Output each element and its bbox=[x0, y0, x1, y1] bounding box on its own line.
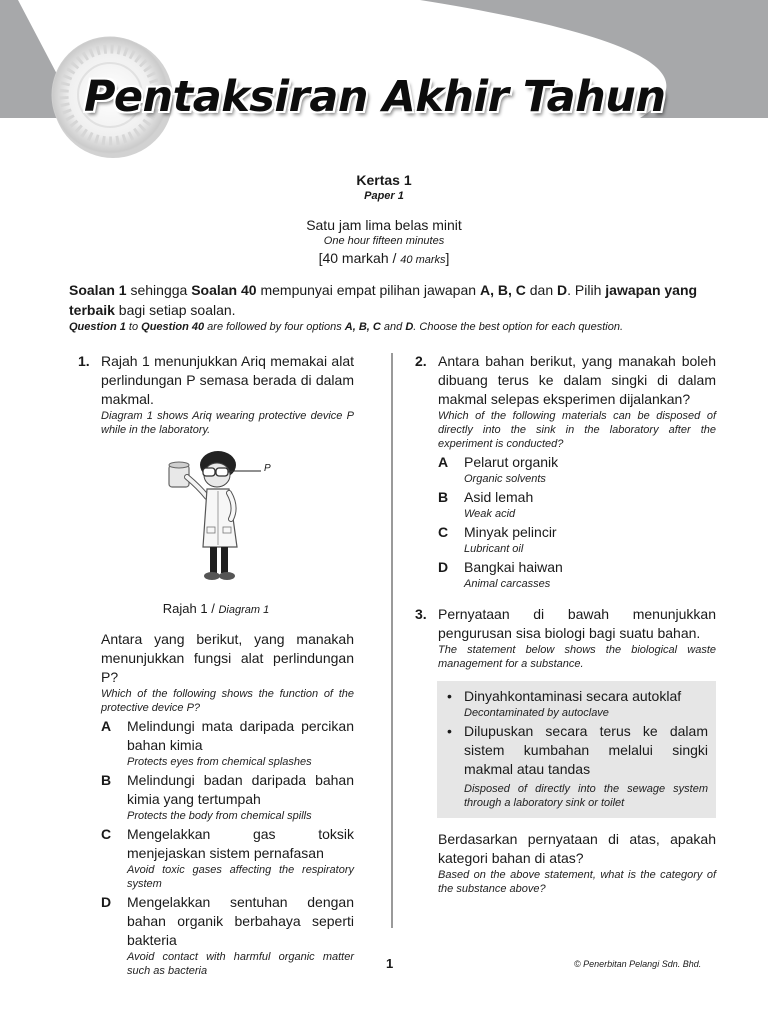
instr-text: mempunyai empat pilihan jawapan bbox=[256, 282, 480, 298]
marks-close: ] bbox=[445, 250, 450, 266]
instr-text: Soalan 40 bbox=[191, 282, 257, 298]
question-stem-en: Diagram 1 shows Ariq wearing protective device P while in the laboratory. bbox=[101, 410, 354, 436]
instr-text: jawapan yang terbaik bbox=[69, 282, 698, 318]
question-prompt-en: Based on the above statement, what is the category of the substance above? bbox=[438, 869, 716, 895]
left-column bbox=[78, 352, 354, 978]
question-prompt-en: Which of the following shows the function of the protective device P? bbox=[101, 688, 354, 714]
instructions bbox=[69, 280, 719, 334]
option-a[interactable] bbox=[438, 453, 716, 486]
column-divider bbox=[391, 353, 393, 928]
option-c[interactable] bbox=[101, 825, 354, 891]
option-text-ms: Minyak pelincir bbox=[464, 524, 557, 540]
instr-text: sehingga bbox=[126, 282, 192, 298]
diagram-1 bbox=[101, 447, 354, 597]
instr-text: B bbox=[358, 321, 367, 333]
scientist-with-goggles-illustration bbox=[161, 447, 321, 597]
option-text-en: Animal carcasses bbox=[464, 578, 551, 590]
copyright: © Penerbitan Pelangi Sdn. Bhd. bbox=[574, 959, 702, 969]
statement-en: Disposed of directly into the sewage system through a laboratory sink or toilet bbox=[464, 783, 708, 809]
option-letter: D bbox=[438, 559, 449, 575]
question-1 bbox=[78, 352, 354, 978]
option-letter: C bbox=[438, 524, 449, 540]
instr-text: Question 40 bbox=[141, 321, 205, 333]
option-text-en: Protects the body from chemical spills bbox=[127, 810, 312, 822]
question-2 bbox=[415, 352, 716, 591]
option-text-en: Avoid toxic gases affecting the respiratory system bbox=[127, 864, 354, 890]
duration-ms: Satu jam lima belas minit bbox=[306, 217, 462, 233]
question-stem-ms: Pernyataan di bawah menunjukkan pengurusan sisa biologi bagi suatu bahan. bbox=[438, 606, 716, 641]
page-number: 1 bbox=[386, 956, 394, 971]
instr-text: , bbox=[507, 282, 516, 298]
option-text-ms: Pelarut organik bbox=[464, 454, 559, 470]
instr-text: to bbox=[125, 321, 142, 333]
statement-en: Decontaminated by autoclave bbox=[464, 707, 609, 719]
statement-ms: Dilupuskan secara terus ke dalam sistem kumbahan melalui singki makmal atau tandas bbox=[464, 723, 708, 777]
option-letter: D bbox=[101, 894, 112, 910]
duration-en: One hour fifteen minutes bbox=[323, 235, 445, 247]
option-text-ms: Bangkai haiwan bbox=[464, 559, 563, 575]
statement-item bbox=[447, 687, 708, 720]
option-text-ms: Asid lemah bbox=[464, 489, 534, 505]
question-3 bbox=[415, 605, 716, 671]
question-number: 3. bbox=[415, 606, 427, 622]
option-b[interactable] bbox=[438, 488, 716, 521]
option-letter: A bbox=[438, 454, 449, 470]
instr-text: D bbox=[557, 282, 568, 298]
right-column bbox=[415, 352, 716, 896]
question-stem-en: The statement below shows the biological waste management for a substance. bbox=[438, 644, 716, 670]
option-text-ms: Mengelakkan sentuhan dengan bahan organik berbahaya seperti bakteria bbox=[127, 894, 354, 948]
instr-text: are followed by four options bbox=[204, 321, 345, 333]
banner-title: Pentaksiran Akhir Tahun bbox=[84, 72, 666, 122]
instr-text: Question 1 bbox=[69, 321, 126, 333]
option-text-en: Weak acid bbox=[464, 508, 516, 520]
bullet-icon: • bbox=[447, 723, 452, 739]
option-text-en: Avoid contact with harmful organic matter such as bacteria bbox=[127, 951, 354, 977]
instr-text: and bbox=[380, 321, 406, 333]
question-stem-ms: Rajah 1 menunjukkan Ariq memakai alat perlindungan P semasa berada di dalam makmal. bbox=[101, 353, 354, 407]
question-prompt-ms: Antara yang berikut, yang manakah menunjukkan fungsi alat perlindungan P? bbox=[101, 631, 354, 685]
option-letter: A bbox=[101, 718, 112, 734]
instr-text: bagi setiap soalan. bbox=[114, 302, 236, 318]
instr-text: A bbox=[479, 282, 491, 298]
instr-text: Soalan 1 bbox=[69, 282, 127, 298]
diagram-caption bbox=[78, 601, 354, 616]
instr-text: B bbox=[497, 282, 508, 298]
instr-text: . Choose the best option for each question. bbox=[413, 321, 624, 333]
question-number: 2. bbox=[415, 353, 427, 369]
option-text-ms: Mengelakkan gas toksik menjejaskan sistem pernafasan bbox=[127, 826, 354, 861]
option-d[interactable] bbox=[101, 893, 354, 978]
statement-ms: Dinyahkontaminasi secara autoklaf bbox=[464, 688, 682, 704]
instr-text: C bbox=[515, 282, 526, 298]
option-d[interactable] bbox=[438, 558, 716, 591]
instr-text: A bbox=[344, 321, 353, 333]
option-text-en: Protects eyes from chemical splashes bbox=[127, 756, 312, 768]
statement-box bbox=[437, 681, 716, 818]
option-letter: B bbox=[438, 489, 449, 505]
marks bbox=[0, 250, 768, 266]
option-a[interactable] bbox=[101, 717, 354, 769]
instr-text: . Pilih bbox=[567, 282, 606, 298]
instr-text: , bbox=[490, 282, 498, 298]
instr-text: D bbox=[405, 321, 414, 333]
instr-text: , bbox=[366, 321, 373, 333]
label-p: P bbox=[264, 463, 271, 474]
instr-text: , bbox=[352, 321, 359, 333]
instructions-ms bbox=[69, 280, 719, 320]
caption-en: Diagram 1 bbox=[218, 604, 270, 616]
option-text-ms: Melindungi mata daripada percikan bahan kimia bbox=[127, 718, 354, 753]
option-b[interactable] bbox=[101, 771, 354, 823]
option-letter: C bbox=[101, 826, 112, 842]
option-text-en: Lubricant oil bbox=[464, 543, 524, 555]
header-banner bbox=[0, 0, 768, 170]
option-text-ms: Melindungi badan daripada bahan kimia yang tertumpah bbox=[127, 772, 354, 807]
bullet-icon: • bbox=[447, 688, 452, 704]
question-stem-en: Which of the following materials can be disposed of directly into the sink in the laboratory after the experiment is conducted? bbox=[438, 410, 716, 450]
question-3-prompt bbox=[415, 830, 716, 896]
marks-ms: [40 markah / bbox=[318, 250, 401, 266]
instructions-en bbox=[69, 320, 719, 334]
instr-text: dan bbox=[525, 282, 558, 298]
option-c[interactable] bbox=[438, 523, 716, 556]
paper-title: Kertas 1 bbox=[356, 172, 412, 188]
paper-subtitle: Paper 1 bbox=[364, 190, 404, 202]
marks-en: 40 marks bbox=[400, 254, 446, 266]
question-prompt-ms: Berdasarkan pernyataan di atas, apakah kategori bahan di atas? bbox=[438, 831, 716, 866]
option-text-en: Organic solvents bbox=[464, 473, 546, 485]
statement-item bbox=[447, 722, 708, 810]
instr-text: C bbox=[372, 321, 381, 333]
option-letter: B bbox=[101, 772, 112, 788]
question-number: 1. bbox=[78, 353, 90, 369]
question-stem-ms: Antara bahan berikut, yang manakah boleh dibuang terus ke dalam singki di dalam makmal selepas eksperimen dijalankan? bbox=[438, 353, 716, 407]
caption-ms: Rajah 1 / bbox=[162, 601, 219, 616]
